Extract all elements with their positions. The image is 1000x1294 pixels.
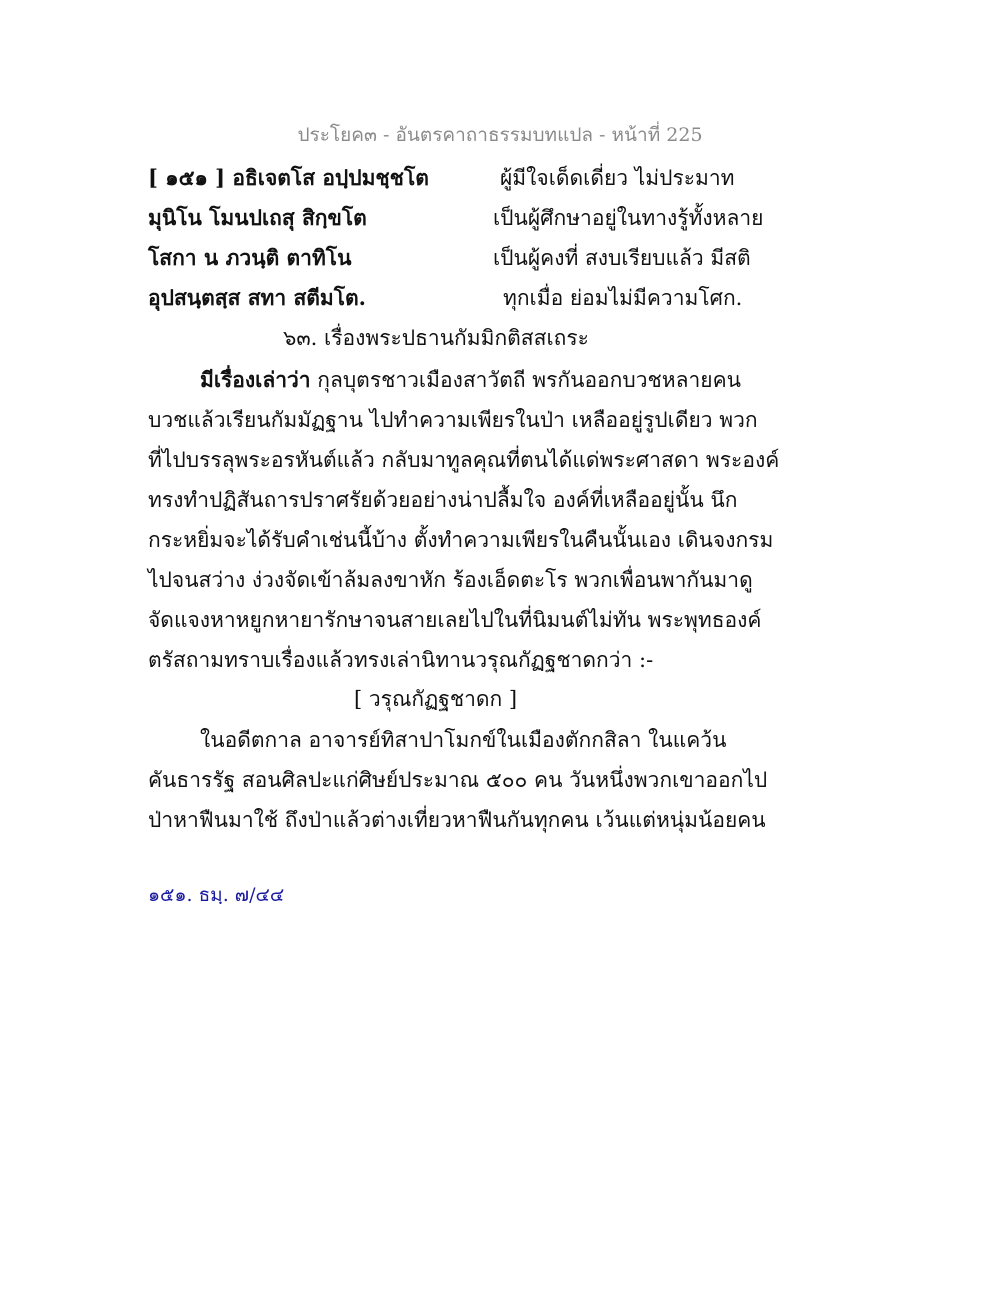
body-line xyxy=(200,364,741,397)
body-line: ทรงทำปฏิสันถารปราศรัยด้วยอย่างน่าปลื้มใจ องค์ที่เหลืออยู่นั้น นึก xyxy=(148,488,738,512)
verse-line xyxy=(148,202,868,238)
verse-pali: โสกา น ภวนฺติ ตาทิโน xyxy=(148,245,352,270)
verse-thai: เป็นผู้ศึกษาอยู่ในทางรู้ทั้งหลาย xyxy=(493,206,764,230)
body-line: บวชแล้วเรียนกัมมัฏฐาน ไปทำความเพียรในป่า เหลืออยู่รูปเดียว พวก xyxy=(148,408,758,432)
story-first-line-rest: กุลบุตรชาวเมืองสาวัตถี พรกันออกบวชหลายคน xyxy=(310,368,741,392)
body-line: คันธารรัฐ สอนศิลปะแก่ศิษย์ประมาณ ๕๐๐ คน วันหนึ่งพวกเขาออกไป xyxy=(148,768,768,792)
story-lead: มีเรื่องเล่าว่า xyxy=(200,367,311,392)
verse-thai: ทุกเมื่อ ย่อมไม่มีความโศก. xyxy=(503,286,743,310)
footnote: ๑๕๑. ธมฺ. ๗/๔๔ xyxy=(148,884,285,906)
body-line: กระหยิ่มจะได้รับคำเช่นนี้บ้าง ตั้งทำความเพียรในคืนนั้นเอง เดินจงกรม xyxy=(148,528,774,552)
body-line: จัดแจงหาหยูกหายารักษาจนสายเลยไปในที่นิมนต์ไม่ทัน พระพุทธองค์ xyxy=(148,608,762,632)
body-line: ที่ไปบรรลุพระอรหันต์แล้ว กลับมาทูลคุณที่ตนได้แด่พระศาสดา พระองค์ xyxy=(148,448,780,472)
verse-line xyxy=(148,162,868,198)
jataka-heading: [ วรุณกัฏฐชาดก ] xyxy=(354,687,518,711)
body-line: ป่าหาฟืนมาใช้ ถึงป่าแล้วต่างเที่ยวหาฟืนกันทุกคน เว้นแต่หนุ่มน้อยคน xyxy=(148,808,766,832)
story-title: ๖๓. เรื่องพระปธานกัมมิกติสสเถระ xyxy=(283,326,589,350)
body-line: ไปจนสว่าง ง่วงจัดเข้าล้มลงขาหัก ร้องเอ็ดตะโร พวกเพื่อนพากันมาดู xyxy=(148,568,753,592)
running-header: ประโยค๓ - อันตรคาถาธรรมบทแปล - หน้าที่ 225 xyxy=(297,124,703,146)
verse-thai: ผู้มีใจเด็ดเดี่ยว ไม่ประมาท xyxy=(500,166,735,190)
verse-pali: มุนิโน โมนปเถสุ สิกฺขโต xyxy=(148,205,367,230)
verse-line xyxy=(148,242,868,278)
body-line: ตรัสถามทราบเรื่องแล้วทรงเล่านิทานวรุณกัฏฐชาดกว่า :- xyxy=(148,648,654,672)
verse-pali: [ ๑๕๑ ] อธิเจตโส อปฺปมชฺชโต xyxy=(148,165,429,190)
verse-thai: เป็นผู้คงที่ สงบเรียบแล้ว มีสติ xyxy=(493,246,751,270)
body-line: ในอดีตกาล อาจารย์ทิสาปาโมกข์ในเมืองตักกสิลา ในแคว้น xyxy=(200,728,727,752)
verse-pali: อุปสนฺตสฺส สทา สตีมโต. xyxy=(148,285,366,310)
verse-line xyxy=(148,282,868,318)
